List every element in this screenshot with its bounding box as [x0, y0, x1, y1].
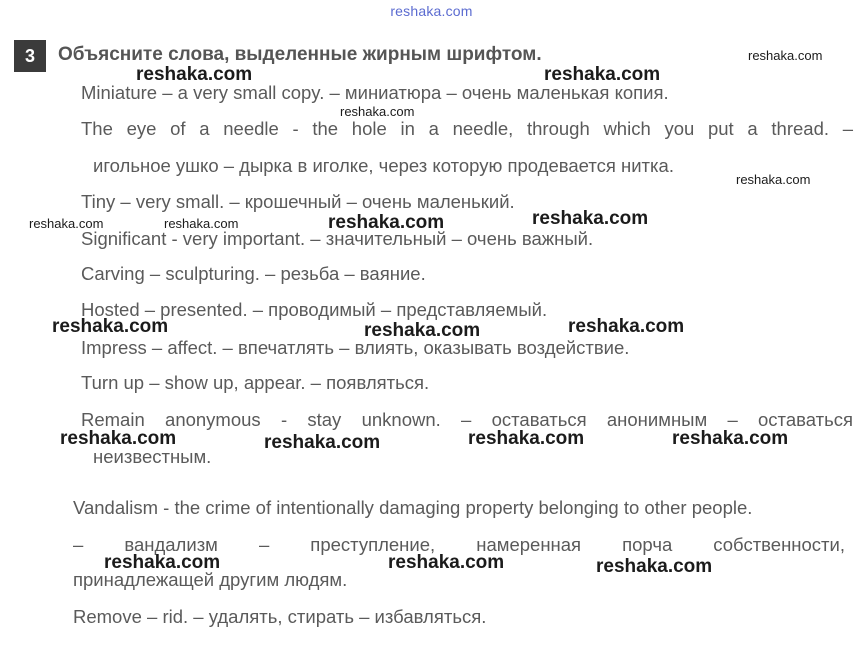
- watermark: reshaka.com: [136, 64, 253, 85]
- line-remain-anonymous: Remain anonymous - stay unknown. – оставаться анонимным – оставаться: [81, 409, 853, 430]
- line-vandalism: Vandalism - the crime of intentionally damaging property belonging to other people.: [73, 497, 753, 518]
- watermark: reshaka.com: [672, 428, 789, 449]
- watermark: reshaka.com: [388, 552, 505, 573]
- watermark: reshaka.com: [60, 428, 177, 449]
- line-significant: Significant - very important. – значительный – очень важный.: [81, 228, 594, 249]
- watermark: reshaka.com: [364, 320, 481, 341]
- line-remain-anonymous-cont: неизвестным.: [93, 446, 212, 467]
- line-turn-up: Turn up – show up, appear. – появляться.: [81, 372, 430, 393]
- line-carving: Carving – sculpturing. – резьба – ваяние.: [81, 263, 426, 284]
- line-impress: Impress – affect. – впечатлять – влиять, оказывать воздействие.: [81, 337, 630, 358]
- line-eye-of-needle: The eye of a needle - the hole in a needle, through which you put a thread. –: [81, 118, 853, 139]
- watermark: reshaka.com: [52, 316, 169, 337]
- line-hosted: Hosted – presented. – проводимый – представляемый.: [81, 299, 548, 320]
- watermark: reshaka.com: [748, 48, 823, 63]
- watermark: reshaka.com: [29, 216, 104, 231]
- watermark: reshaka.com: [544, 64, 661, 85]
- watermark: reshaka.com: [596, 556, 713, 577]
- line-miniature: Miniature – a very small copy. – миниатюра – очень маленькая копия.: [81, 82, 669, 103]
- watermark: reshaka.com: [468, 428, 585, 449]
- line-remove: Remove – rid. – удалять, стирать – избавляться.: [73, 606, 487, 627]
- watermark: reshaka.com: [340, 104, 415, 119]
- watermark: reshaka.com: [164, 216, 239, 231]
- exercise-number-badge: 3: [14, 40, 46, 72]
- watermark: reshaka.com: [264, 432, 381, 453]
- exercise-heading: Объясните слова, выделенные жирным шрифтом.: [58, 44, 542, 65]
- watermark: reshaka.com: [736, 172, 811, 187]
- line-tiny: Tiny – very small. – крошечный – очень маленький.: [81, 191, 515, 212]
- line-eye-of-needle-translation: игольное ушко – дырка в иголке, через которую продевается нитка.: [93, 155, 674, 176]
- watermark: reshaka.com: [328, 212, 445, 233]
- watermark: reshaka.com: [104, 552, 221, 573]
- top-watermark: reshaka.com: [390, 3, 473, 19]
- watermark: reshaka.com: [568, 316, 685, 337]
- line-vandalism-translation-cont: принадлежащей другим людям.: [73, 569, 348, 590]
- line-vandalism-translation: – вандализм – преступление, намеренная порча собственности,: [73, 534, 845, 555]
- watermark: reshaka.com: [532, 208, 649, 229]
